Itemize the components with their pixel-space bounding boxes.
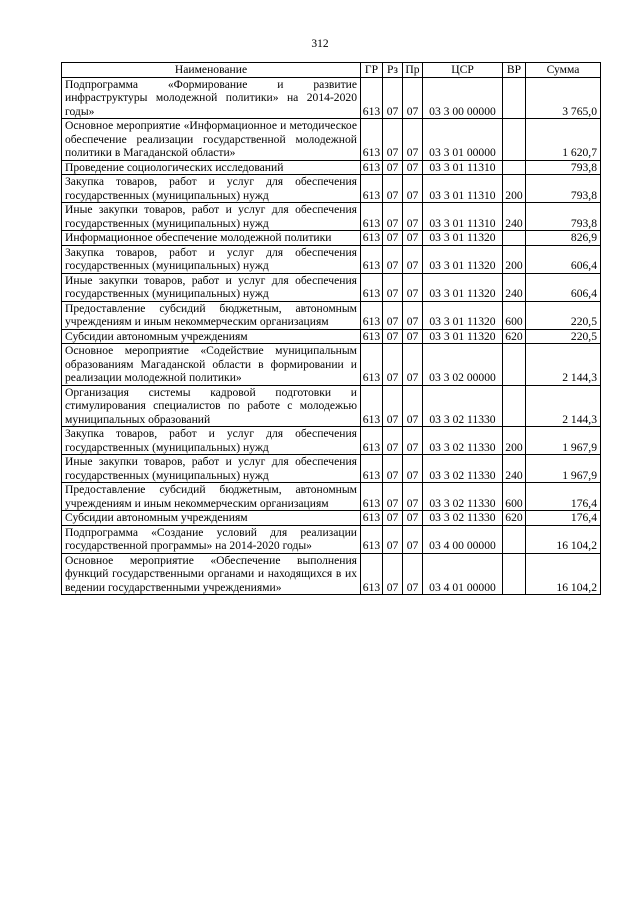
cell-sum: 1 620,7 bbox=[526, 119, 601, 161]
budget-table bbox=[61, 62, 601, 595]
cell-name: Иные закупки товаров, работ и услуг для обеспечения государственных (муниципальных) нужд bbox=[62, 273, 361, 301]
header-name: Наименование bbox=[62, 63, 361, 78]
cell-name: Закупка товаров, работ и услуг для обеспечения государственных (муниципальных) нужд bbox=[62, 427, 361, 455]
cell-sum: 2 144,3 bbox=[526, 385, 601, 427]
cell-gr: 613 bbox=[361, 245, 383, 273]
cell-pr: 07 bbox=[403, 511, 423, 526]
cell-csr: 03 3 01 11320 bbox=[423, 231, 503, 246]
cell-pr: 07 bbox=[403, 344, 423, 386]
cell-vr: 600 bbox=[503, 483, 526, 511]
page-number: 312 bbox=[311, 38, 329, 50]
cell-pr: 07 bbox=[403, 455, 423, 483]
cell-vr bbox=[503, 553, 526, 595]
cell-gr: 613 bbox=[361, 553, 383, 595]
table-row bbox=[62, 483, 601, 511]
cell-sum: 606,4 bbox=[526, 245, 601, 273]
cell-vr: 600 bbox=[503, 301, 526, 329]
cell-vr: 240 bbox=[503, 273, 526, 301]
cell-csr: 03 4 01 00000 bbox=[423, 553, 503, 595]
table-row bbox=[62, 455, 601, 483]
cell-gr: 613 bbox=[361, 511, 383, 526]
cell-csr: 03 3 01 11310 bbox=[423, 175, 503, 203]
cell-rz: 07 bbox=[383, 385, 403, 427]
cell-vr: 620 bbox=[503, 511, 526, 526]
cell-csr: 03 3 01 11310 bbox=[423, 160, 503, 175]
cell-rz: 07 bbox=[383, 553, 403, 595]
cell-rz: 07 bbox=[383, 175, 403, 203]
table-row bbox=[62, 511, 601, 526]
cell-name: Основное мероприятие «Содействие муниципальным образованиям Магаданской области в формировании и реализации молодежной политики» bbox=[62, 344, 361, 386]
table-row bbox=[62, 329, 601, 344]
cell-vr bbox=[503, 344, 526, 386]
cell-pr: 07 bbox=[403, 553, 423, 595]
cell-gr: 613 bbox=[361, 427, 383, 455]
cell-pr: 07 bbox=[403, 231, 423, 246]
cell-sum: 793,8 bbox=[526, 175, 601, 203]
cell-pr: 07 bbox=[403, 119, 423, 161]
table-row bbox=[62, 203, 601, 231]
cell-rz: 07 bbox=[383, 329, 403, 344]
cell-vr: 240 bbox=[503, 455, 526, 483]
cell-gr: 613 bbox=[361, 203, 383, 231]
cell-sum: 220,5 bbox=[526, 301, 601, 329]
cell-gr: 613 bbox=[361, 344, 383, 386]
cell-pr: 07 bbox=[403, 427, 423, 455]
cell-sum: 1 967,9 bbox=[526, 427, 601, 455]
cell-csr: 03 4 00 00000 bbox=[423, 525, 503, 553]
cell-pr: 07 bbox=[403, 483, 423, 511]
table-row bbox=[62, 231, 601, 246]
cell-pr: 07 bbox=[403, 203, 423, 231]
cell-sum: 2 144,3 bbox=[526, 344, 601, 386]
cell-rz: 07 bbox=[383, 273, 403, 301]
table-row bbox=[62, 119, 601, 161]
table-row bbox=[62, 245, 601, 273]
cell-name: Подпрограмма «Создание условий для реализации государственной программы» на 2014-2020 годы» bbox=[62, 525, 361, 553]
cell-rz: 07 bbox=[383, 231, 403, 246]
cell-sum: 1 967,9 bbox=[526, 455, 601, 483]
cell-sum: 220,5 bbox=[526, 329, 601, 344]
cell-gr: 613 bbox=[361, 175, 383, 203]
cell-csr: 03 3 02 11330 bbox=[423, 427, 503, 455]
header-vr: ВР bbox=[503, 63, 526, 78]
table-row bbox=[62, 301, 601, 329]
cell-rz: 07 bbox=[383, 203, 403, 231]
cell-vr: 200 bbox=[503, 245, 526, 273]
cell-pr: 07 bbox=[403, 525, 423, 553]
cell-csr: 03 3 01 11310 bbox=[423, 203, 503, 231]
table-row bbox=[62, 344, 601, 386]
cell-sum: 176,4 bbox=[526, 483, 601, 511]
table-row bbox=[62, 273, 601, 301]
cell-vr bbox=[503, 525, 526, 553]
cell-vr bbox=[503, 77, 526, 119]
table-row bbox=[62, 427, 601, 455]
cell-csr: 03 3 01 00000 bbox=[423, 119, 503, 161]
cell-pr: 07 bbox=[403, 301, 423, 329]
cell-csr: 03 3 02 11330 bbox=[423, 511, 503, 526]
cell-csr: 03 3 02 00000 bbox=[423, 344, 503, 386]
cell-sum: 16 104,2 bbox=[526, 553, 601, 595]
header-sum: Сумма bbox=[526, 63, 601, 78]
cell-gr: 613 bbox=[361, 525, 383, 553]
cell-vr bbox=[503, 231, 526, 246]
cell-sum: 793,8 bbox=[526, 203, 601, 231]
cell-pr: 07 bbox=[403, 385, 423, 427]
cell-name: Иные закупки товаров, работ и услуг для обеспечения государственных (муниципальных) нужд bbox=[62, 203, 361, 231]
cell-vr bbox=[503, 385, 526, 427]
cell-vr bbox=[503, 119, 526, 161]
cell-csr: 03 3 01 11320 bbox=[423, 301, 503, 329]
cell-vr bbox=[503, 160, 526, 175]
cell-vr: 200 bbox=[503, 175, 526, 203]
cell-vr: 200 bbox=[503, 427, 526, 455]
cell-csr: 03 3 01 11320 bbox=[423, 273, 503, 301]
cell-rz: 07 bbox=[383, 344, 403, 386]
cell-sum: 793,8 bbox=[526, 160, 601, 175]
cell-name: Подпрограмма «Формирование и развитие инфраструктуры молодежной политики» на 2014-2020 годы» bbox=[62, 77, 361, 119]
cell-name: Основное мероприятие «Обеспечение выполнения функций государственными органами и находящихся в их ведении государственными учреждениями» bbox=[62, 553, 361, 595]
header-pr: Пр bbox=[403, 63, 423, 78]
cell-name: Организация системы кадровой подготовки и стимулирования специалистов по работе с молодежью муниципальных образований bbox=[62, 385, 361, 427]
cell-pr: 07 bbox=[403, 160, 423, 175]
cell-rz: 07 bbox=[383, 77, 403, 119]
cell-gr: 613 bbox=[361, 77, 383, 119]
cell-sum: 3 765,0 bbox=[526, 77, 601, 119]
cell-rz: 07 bbox=[383, 427, 403, 455]
cell-pr: 07 bbox=[403, 329, 423, 344]
cell-gr: 613 bbox=[361, 329, 383, 344]
header-csr: ЦСР bbox=[423, 63, 503, 78]
cell-csr: 03 3 02 11330 bbox=[423, 455, 503, 483]
cell-csr: 03 3 02 11330 bbox=[423, 483, 503, 511]
cell-gr: 613 bbox=[361, 301, 383, 329]
cell-name: Предоставление субсидий бюджетным, автономным учреждениям и иным некоммерческим организациям bbox=[62, 301, 361, 329]
cell-name: Предоставление субсидий бюджетным, автономным учреждениям и иным некоммерческим организациям bbox=[62, 483, 361, 511]
cell-pr: 07 bbox=[403, 273, 423, 301]
cell-gr: 613 bbox=[361, 160, 383, 175]
cell-name: Субсидии автономным учреждениям bbox=[62, 329, 361, 344]
table-body bbox=[62, 77, 601, 595]
cell-rz: 07 bbox=[383, 160, 403, 175]
cell-name: Субсидии автономным учреждениям bbox=[62, 511, 361, 526]
cell-csr: 03 3 02 11330 bbox=[423, 385, 503, 427]
cell-csr: 03 3 00 00000 bbox=[423, 77, 503, 119]
cell-name: Закупка товаров, работ и услуг для обеспечения государственных (муниципальных) нужд bbox=[62, 175, 361, 203]
cell-rz: 07 bbox=[383, 119, 403, 161]
cell-csr: 03 3 01 11320 bbox=[423, 329, 503, 344]
cell-rz: 07 bbox=[383, 483, 403, 511]
cell-name: Проведение социологических исследований bbox=[62, 160, 361, 175]
cell-rz: 07 bbox=[383, 525, 403, 553]
cell-name: Закупка товаров, работ и услуг для обеспечения государственных (муниципальных) нужд bbox=[62, 245, 361, 273]
cell-rz: 07 bbox=[383, 511, 403, 526]
cell-gr: 613 bbox=[361, 119, 383, 161]
cell-rz: 07 bbox=[383, 455, 403, 483]
cell-rz: 07 bbox=[383, 301, 403, 329]
cell-gr: 613 bbox=[361, 231, 383, 246]
cell-vr: 240 bbox=[503, 203, 526, 231]
cell-pr: 07 bbox=[403, 245, 423, 273]
cell-gr: 613 bbox=[361, 455, 383, 483]
cell-gr: 613 bbox=[361, 385, 383, 427]
cell-pr: 07 bbox=[403, 175, 423, 203]
table-row bbox=[62, 175, 601, 203]
cell-sum: 826,9 bbox=[526, 231, 601, 246]
cell-name: Основное мероприятие «Информационное и методическое обеспечение реализации государственной молодежной политики в Магаданской области» bbox=[62, 119, 361, 161]
cell-pr: 07 bbox=[403, 77, 423, 119]
header-gr: ГР bbox=[361, 63, 383, 78]
table-row bbox=[62, 385, 601, 427]
cell-gr: 613 bbox=[361, 483, 383, 511]
cell-csr: 03 3 01 11320 bbox=[423, 245, 503, 273]
cell-vr: 620 bbox=[503, 329, 526, 344]
table-row bbox=[62, 77, 601, 119]
cell-sum: 16 104,2 bbox=[526, 525, 601, 553]
cell-name: Информационное обеспечение молодежной политики bbox=[62, 231, 361, 246]
table-row bbox=[62, 553, 601, 595]
cell-rz: 07 bbox=[383, 245, 403, 273]
cell-sum: 606,4 bbox=[526, 273, 601, 301]
table-header-row bbox=[62, 63, 601, 78]
cell-gr: 613 bbox=[361, 273, 383, 301]
cell-sum: 176,4 bbox=[526, 511, 601, 526]
cell-name: Иные закупки товаров, работ и услуг для обеспечения государственных (муниципальных) нужд bbox=[62, 455, 361, 483]
header-rz: Рз bbox=[383, 63, 403, 78]
table-row bbox=[62, 160, 601, 175]
table-row bbox=[62, 525, 601, 553]
